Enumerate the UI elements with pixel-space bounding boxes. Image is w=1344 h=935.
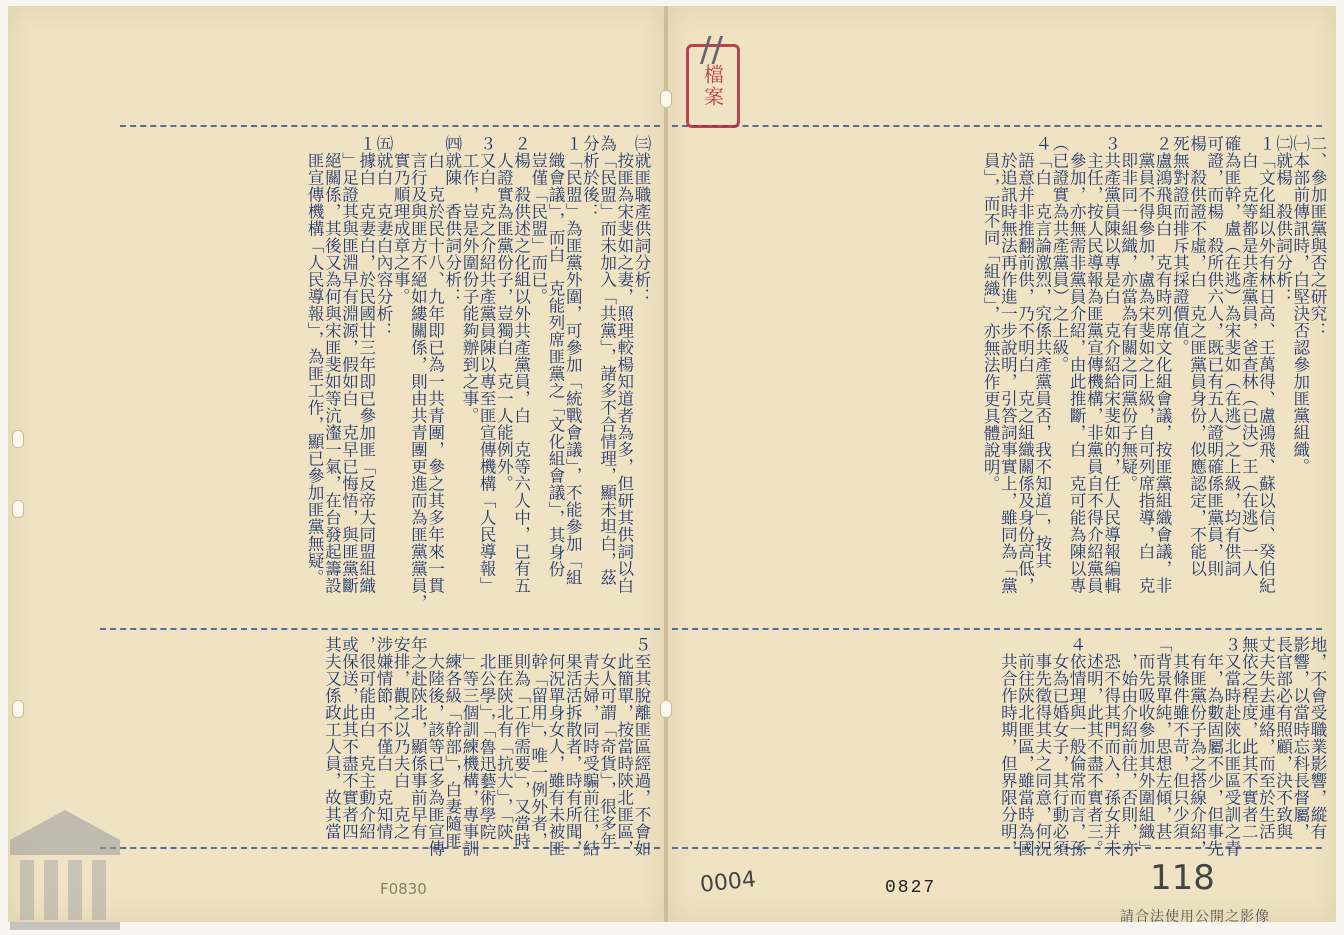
text-column: 年之赴陝北，顯係事前早有 (408, 636, 428, 840)
text-column: ３又白 克之介紹共產黨員陳以專至匪宣傳機構「人民導報」 (477, 135, 497, 594)
text-column: 即非同一組織，亦當為有關之同黨份子無疑。 (1118, 135, 1138, 492)
text-column: 白 克等都是共產黨員，爸查林（已決）王（在逃）一人 (1239, 135, 1259, 577)
text-column: 為「民盟」而未加入「共黨」，諸多不合情理，顯未坦白，茲 (597, 135, 617, 586)
text-column: 則為「工作需要」，又當時 (511, 636, 531, 849)
text-column: 此簡單，按當時陝北匪區， (614, 636, 634, 857)
text-column: 可證，而楊 殺所供六人，既已有五人證明確係匪黨員，則 (1204, 135, 1224, 577)
staple-hole (660, 700, 672, 718)
text-column: 員」，而不同「組織」，亦無法作更具體說明。 (981, 135, 1001, 493)
text-column: 何況單身女人，雖有未被匪 (545, 636, 565, 857)
text-column: 楊 殺供證不虛，白 克之匪黨員身份，似應認定，不能以 (1187, 135, 1207, 577)
text-column: 按匪為宋斐如之妻，照理較楊知道者為多，但研其供詞以白 (614, 135, 634, 594)
text-column: １「民盟」為匪黨外圍，可參加「統戰會議」，不能參加「組 (563, 135, 583, 586)
text-column: 」足證其與匪淵早有淵源，假如白 克早已悔悟，與匪黨斷 (339, 135, 359, 594)
text-column: 二、參加匪黨與否之研究： (1308, 135, 1327, 339)
staple-hole (660, 90, 672, 108)
text-column: 涉嫌情節，不僅白 克知情 (373, 636, 393, 840)
pencil-mark: // (700, 30, 723, 70)
text-column: ４「白 克言論激烈，究係共產黨員否，我不知道」，按其 (1032, 135, 1052, 569)
text-column: 」等三個訓練機構，專事訓 (459, 636, 479, 857)
stamp-number: 0827 (885, 878, 937, 898)
text-column: 女人可謂「奇貨」，很多年 (597, 636, 617, 849)
page-gutter (664, 6, 668, 922)
text-column: 述明，此其不盡不實者三。 (1084, 636, 1104, 857)
text-column: ㈣就陳 香供詞分析： (442, 135, 462, 305)
text-column: ２盧鴻飛與白 克有時列席文化組會議，按匪黨組織會議，非 (1153, 135, 1173, 594)
text-column: 地，不會受職業影響，縱有 (1308, 636, 1327, 840)
text-column: 丈夫失去連絡，而至於生活 (1256, 636, 1276, 840)
faint-number: F0830 (380, 880, 427, 898)
staple-hole (12, 700, 24, 718)
text-column: 黨員不得參加，盧為宋斐如之上級，自可列席指導，白 克 (1135, 135, 1155, 594)
left-page-top-text (100, 135, 650, 620)
text-column: 語意并非推翻前供，乃不明白 克之組織關係及身份高低， (1015, 135, 1035, 594)
text-column: ３又當時赴陝北匪區受訓之青 (1221, 636, 1241, 857)
text-column: ㈡就楊 殺供詞分析： (1273, 135, 1293, 305)
text-column: 果活活拆散者，時有所聞， (563, 636, 583, 857)
text-column: １「文化組以外有林日高、王萬得、盧鴻飛、蘇以信、癸伯紀 (1256, 135, 1276, 594)
text-column: 參加，亦無需非黨員介紹，由此推斷，白 克可能為陳以專 (1067, 135, 1087, 594)
text-column: ㈢就匪職產供詞分析： (632, 135, 651, 305)
pencil-page-number: 118 (1150, 858, 1215, 898)
archive-seal: 檔案 (686, 44, 740, 128)
top-rule-left (120, 125, 660, 127)
right-page-top-text (686, 135, 1326, 620)
staple-hole (12, 430, 24, 448)
text-column: 實乃順理成章之事。 (391, 135, 411, 305)
text-column: 幹「留用」，唯一例外者， (528, 636, 548, 849)
text-column: ㈠本部前傳訊時，白堅決否認參加匪黨組織。 (1290, 135, 1310, 475)
text-column: ２楊 殺供述之化組以外共產黨員，白 克等六人中，已有五 (511, 135, 531, 594)
text-column: 織會議」，而白 克能列席匪黨之「文化組會議」，其身份 (545, 135, 565, 578)
text-column: 恐不得其門而入，孫女并未 (1101, 636, 1121, 857)
text-column: 「背景單純，思想左傾，甚 (1153, 636, 1173, 840)
text-column: 共合作時期，但界限分明， (998, 636, 1018, 857)
text-column: 白 克於民十八、九年即已為一共青團，參之其多年來一貫 (425, 135, 445, 594)
text-column: 年，為數固屬不少，但事先 (1204, 636, 1224, 857)
text-column: 言行及與匪方不絕如縷關係，則由共青團更進而為匪黨黨員， (408, 135, 428, 611)
text-column: 主任，按人民導報為匪黨宣傳機構，非黨員自不得介紹黨員 (1084, 135, 1104, 594)
archive-logo-watermark (0, 760, 130, 935)
text-column: 無依之程度，此其不實者二 (1239, 636, 1259, 840)
top-rule-right (672, 125, 1322, 127)
text-column: 於追訊時無法再作進一步說明，引答詞事實上，雖同為「黨 (998, 135, 1018, 594)
text-column: 絕關係，其後又為何與宋匪斐如等沆瀣一氣，在台發起籌設 (322, 135, 342, 594)
text-column: 影響，以當時忘科長督屬， (1290, 636, 1310, 840)
usage-notice: 請合法使用公開之影像 (1120, 909, 1270, 925)
text-column: 工作，豈是外圍份子能夠辦到之事。 (459, 135, 479, 424)
text-column: 前往陝北匪區，雖當時為國 (1015, 636, 1035, 857)
text-column: 而先吸收參加其外圍組織」 (1135, 636, 1155, 857)
text-column: ３共產黨員陳以專是白 克介紹給宋斐如的，任人民導報編輯 (1101, 135, 1121, 594)
text-column: 事先徵得其夫之同意，何況 (1032, 636, 1052, 857)
text-column: 匪在陝北有「抗大」，「陝 (494, 636, 514, 841)
text-column: 有匪黨份子為之搭線介紹， (1187, 636, 1207, 857)
text-column: 安排，觀之以乃夫白 克之 (391, 636, 411, 840)
text-column: ，很可能由白 克主動介紹 (356, 636, 376, 840)
middle-rule-right (672, 628, 1322, 630)
text-column: ㈤就白 克妻白內容分析： (373, 135, 393, 339)
right-page-bottom-text (686, 636, 1327, 857)
text-column: 女為已婚女子，其行動必須 (1049, 636, 1069, 857)
text-column: 分析於後： (580, 135, 600, 220)
text-column: 長官部必有照顧，決不致與 (1273, 636, 1293, 840)
text-column: 練各級「幹部」，白妻隨匪 (442, 636, 462, 849)
left-page-bottom-text (100, 636, 651, 857)
text-column: 其夫又係政工人員，故其當 (322, 636, 342, 840)
text-column: 匪宣傳機構「人民導報」，為匪工作，顯已參加匪黨無疑。 (305, 135, 325, 586)
middle-rule-left (100, 628, 660, 630)
text-column: 北公學」，「魯迅藝術學院 (477, 636, 497, 841)
text-column: １據白 克妻白，於民國廿三年即已參加匪「反帝大同盟組織 (356, 135, 376, 594)
text-column: 其條件雖不苛，但只少須 (1170, 636, 1190, 840)
text-column: ４依情理與一般倫常而言，孫 (1067, 636, 1087, 857)
text-column: 確為匪幹，盧（在逃）為宋斐如（在逃）之上級，均有供詞 (1221, 135, 1241, 577)
text-column: ，始由介紹前往，否則，亦 (1118, 636, 1138, 857)
text-column: ５至其脫離匪區經過，不會如 (632, 636, 651, 857)
text-column: 青夫婦，同時受騙前往，結 (580, 636, 600, 857)
text-column: 豈僅「民盟」而已。 (528, 135, 548, 305)
text-column: 或保送，此其不盡不實者四 (339, 636, 359, 840)
text-column: 大陸後，該等已多為匪宣傳 (425, 636, 445, 857)
text-column: 死無對證而排斥其採證價值。 (1170, 135, 1190, 356)
text-column: 人證實為匪黨份子，豈獨白 克一人能例外。 (494, 135, 514, 492)
text-column: （已證實為共產黨員）之上級。 (1049, 135, 1069, 373)
pencil-0004: 0004 (698, 867, 758, 898)
staple-hole (12, 500, 24, 518)
